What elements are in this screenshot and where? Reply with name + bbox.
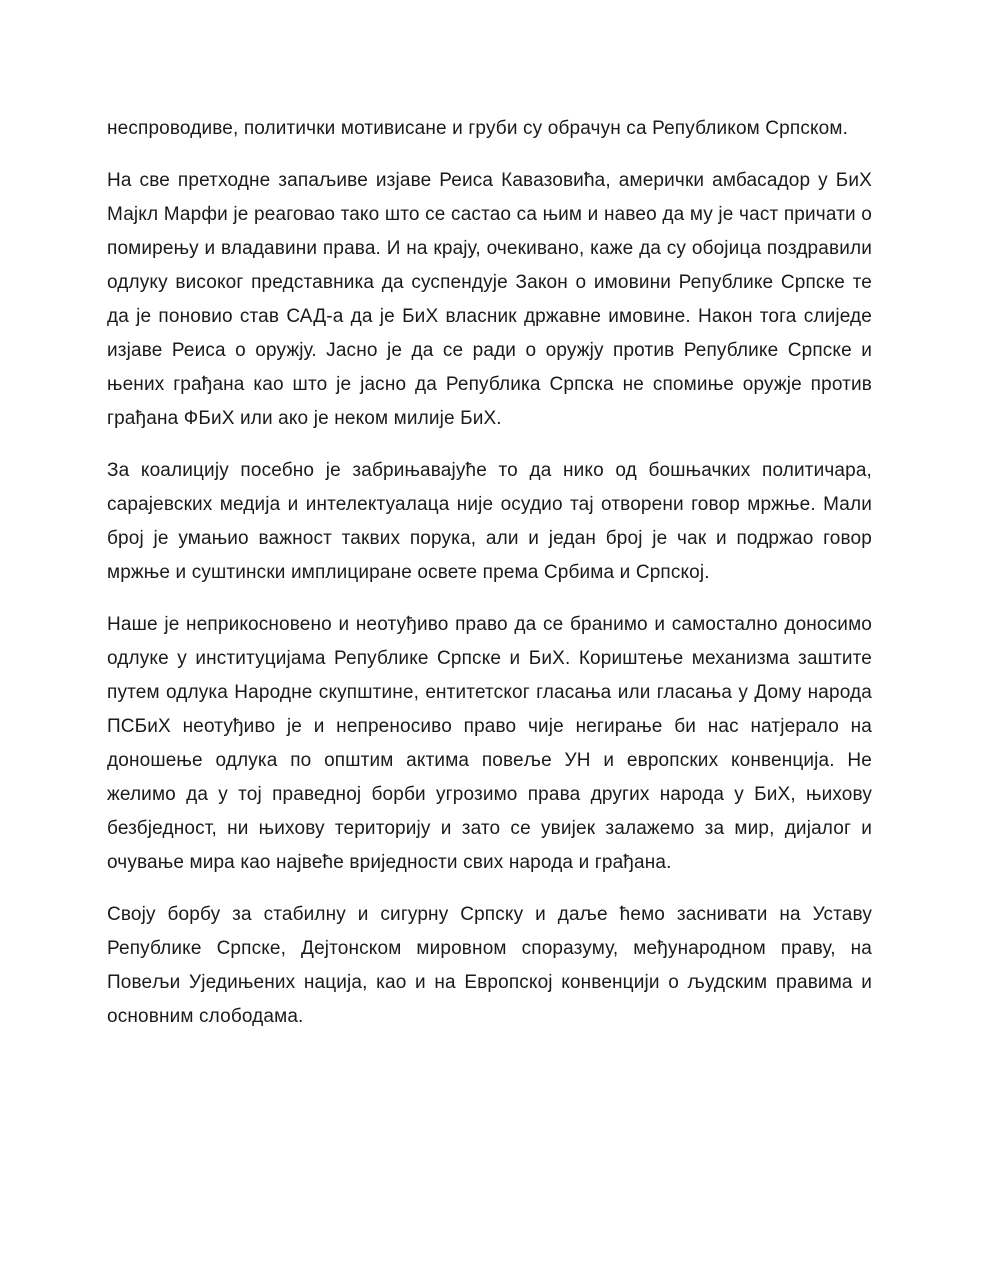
paragraph-1: неспроводиве, политички мотивисане и груби су обрачун са Републиком Српском. xyxy=(107,118,849,139)
paragraph-4: Наше је неприкосновено и неотуђиво право да се бранимо и самостално доносимо одлуке у институцијама Републике Српске и БиХ. Кориштење механизма заштите путем одлука Народне скупштине, ентитетског гласања или гласања у Дому народа ПСБиХ неотуђиво је и непреносиво право чије негирање би нас натјерало на доношење одлука по општим актима повеље УН и европских конвенција. Не желимо да у тој праведној борби угрозимо права других народа у БиХ, њихову безбједност, ни њихову територију и зато се увијек залажемо за мир, дијалог и очување мира као највеће вриједности свих народа и грађана. xyxy=(107,614,872,873)
paragraph-2: На све претходне запаљиве изјаве Реиса Кавазовића, амерички амбасадор у БиХ Мајкл Марфи је реаговао тако што се састао са њим и навео да му је част причати о помирењу и владавини права. И на крају, очекивано, каже да су обојица поздравили одлуку високог представника да суспендује Закон о имовини Републике Српске те да је поновио став САД-а да је БиХ власник државне имовине. Након тога слиједе изјаве Реиса о оружју. Јасно је да се ради о оружју против Републике Српске и њених грађана као што је јасно да Република Српска не спомиње оружје против грађана ФБиХ или ако је неком милије БиХ. xyxy=(107,170,872,429)
document-body xyxy=(107,112,872,1052)
paragraph-5: Своју борбу за стабилну и сигурну Српску и даље ћемо заснивати на Уставу Републике Српске, Дејтонском мировном споразуму, међународном праву, на Повељи Уједињених нација, као и на Европској конвенцији о људским правима и основним слободама. xyxy=(107,904,872,1027)
paragraph-3: За коалицију посебно је забрињавајуће то да нико од бошњачких политичара, сарајевских медија и интелектуалаца није осудио тај отворени говор мржње. Мали број је умањио важност таквих порука, али и један број је чак и подржао говор мржње и суштински имплициране освете према Србима и Српској. xyxy=(107,460,872,583)
